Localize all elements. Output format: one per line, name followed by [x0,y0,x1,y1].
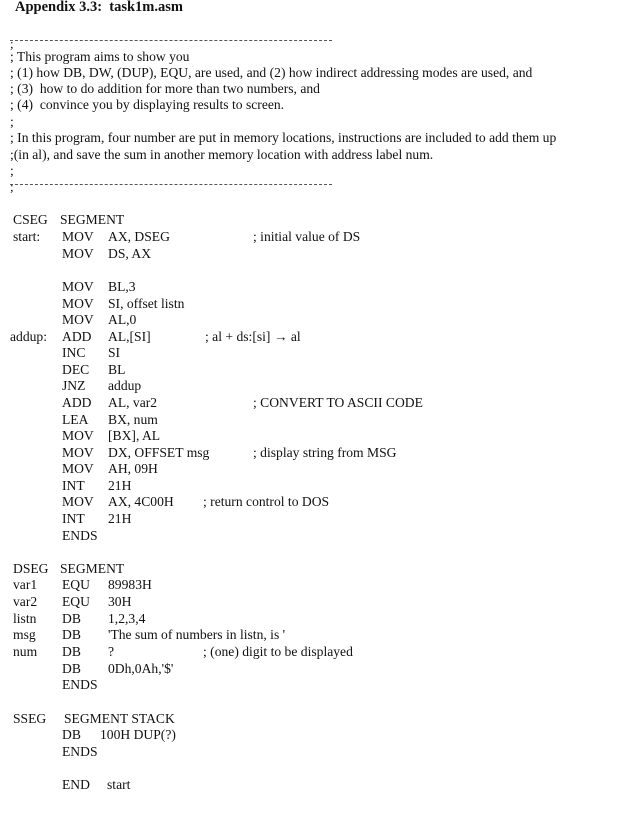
code-op: INT [62,511,85,526]
code-arg: AX, DSEG [108,229,170,244]
code-op: MOV [62,461,94,476]
comment-line: ; (1) how DB, DW, (DUP), EQU, are used, and (2) how indirect addressing modes are used, and [10,65,533,80]
code-arg: 21H [108,478,132,493]
segment-directive: SEGMENT [60,561,125,576]
code-arg: AL, var2 [108,395,158,410]
code-op: MOV [62,296,94,311]
data-label: var2 [13,594,38,609]
code-op: ADD [62,329,92,344]
code-arg: 21H [108,511,132,526]
code-arg: SI [108,345,121,360]
segment-label: SSEG [13,711,47,726]
data-label: msg [13,627,36,642]
code-op: MOV [62,494,94,509]
code-op: MOV [62,279,94,294]
stack-op: ENDS [62,744,98,759]
code-arg: BL [108,362,126,377]
stack-arg: 100H DUP(?) [100,727,176,742]
segment-directive: SEGMENT STACK [64,711,175,726]
code-comment: ; initial value of DS [253,229,361,244]
dash-line-leading-semicolon: ; [10,179,14,194]
code-comment: ; al + ds:[si] → al [205,329,301,344]
dash-line-leading-semicolon: ; [10,36,14,51]
data-label: listn [13,611,37,626]
segment-label: DSEG [13,561,49,576]
comment-line: ;(in al), and save the sum in another memory location with address label num. [10,147,434,162]
comment-line: ; [10,114,14,129]
code-comment: ; CONVERT TO ASCII CODE [253,395,423,410]
data-op: DB [62,611,81,626]
code-arg: BL,3 [108,279,136,294]
code-arg: DS, AX [108,246,152,261]
code-op: MOV [62,445,94,460]
code-arg: AL,[SI] [108,329,151,344]
comment-line: ; (3) how to do addition for more than two numbers, and [10,81,320,96]
code-arg: SI, offset listn [108,296,185,311]
code-op: ENDS [62,528,98,543]
stack-op: DB [62,727,81,742]
comment-line: ; [10,163,14,178]
comment-line: ; (4) convince you by displaying results to screen. [10,97,285,112]
end-arg: start [107,777,131,792]
code-op: MOV [62,428,94,443]
comment-line: ; This program aims to show you [10,49,190,64]
code-arg: BX, num [108,412,158,427]
data-op: DB [62,661,81,676]
data-arg: 'The sum of numbers in listn, is ' [108,627,286,642]
code-arg: AH, 09H [108,461,158,476]
code-arg: [BX], AL [108,428,161,443]
code-arg: AX, 4C00H [108,494,174,509]
data-label: var1 [13,577,38,592]
code-arg: addup [108,378,142,393]
code-op: JNZ [62,378,86,393]
data-arg: ? [108,644,115,659]
code-op: MOV [62,312,94,327]
data-arg: 30H [108,594,132,609]
code-op: ADD [62,395,92,410]
code-op: MOV [62,246,94,261]
code-op: MOV [62,229,94,244]
data-op: DB [62,627,81,642]
data-arg: 0Dh,0Ah,'$' [108,661,174,676]
data-comment: ; (one) digit to be displayed [203,644,353,659]
dashed-divider-bottom [10,184,332,185]
code-comment: ; return control to DOS [203,494,330,509]
dashed-divider-top [10,40,332,41]
data-op: DB [62,644,81,659]
data-op: EQU [62,594,90,609]
code-comment: ; display string from MSG [253,445,397,460]
code-arg: AL,0 [108,312,137,327]
code-arg: DX, OFFSET msg [108,445,210,460]
data-arg: 1,2,3,4 [108,611,146,626]
data-label: num [13,644,38,659]
segment-label: CSEG [13,212,48,227]
end-directive: END [62,777,90,792]
document-title: Appendix 3.3: task1m.asm [15,0,183,15]
code-op: LEA [62,412,89,427]
code-op: DEC [62,362,90,377]
data-arg: 89983H [108,577,152,592]
comment-line: ; In this program, four number are put in memory locations, instructions are included to add them up [10,130,557,145]
code-label: start: [13,229,41,244]
segment-directive: SEGMENT [60,212,125,227]
code-op: INT [62,478,85,493]
data-op: EQU [62,577,90,592]
code-label: addup: [10,329,47,344]
data-op: ENDS [62,677,98,692]
code-op: INC [62,345,86,360]
